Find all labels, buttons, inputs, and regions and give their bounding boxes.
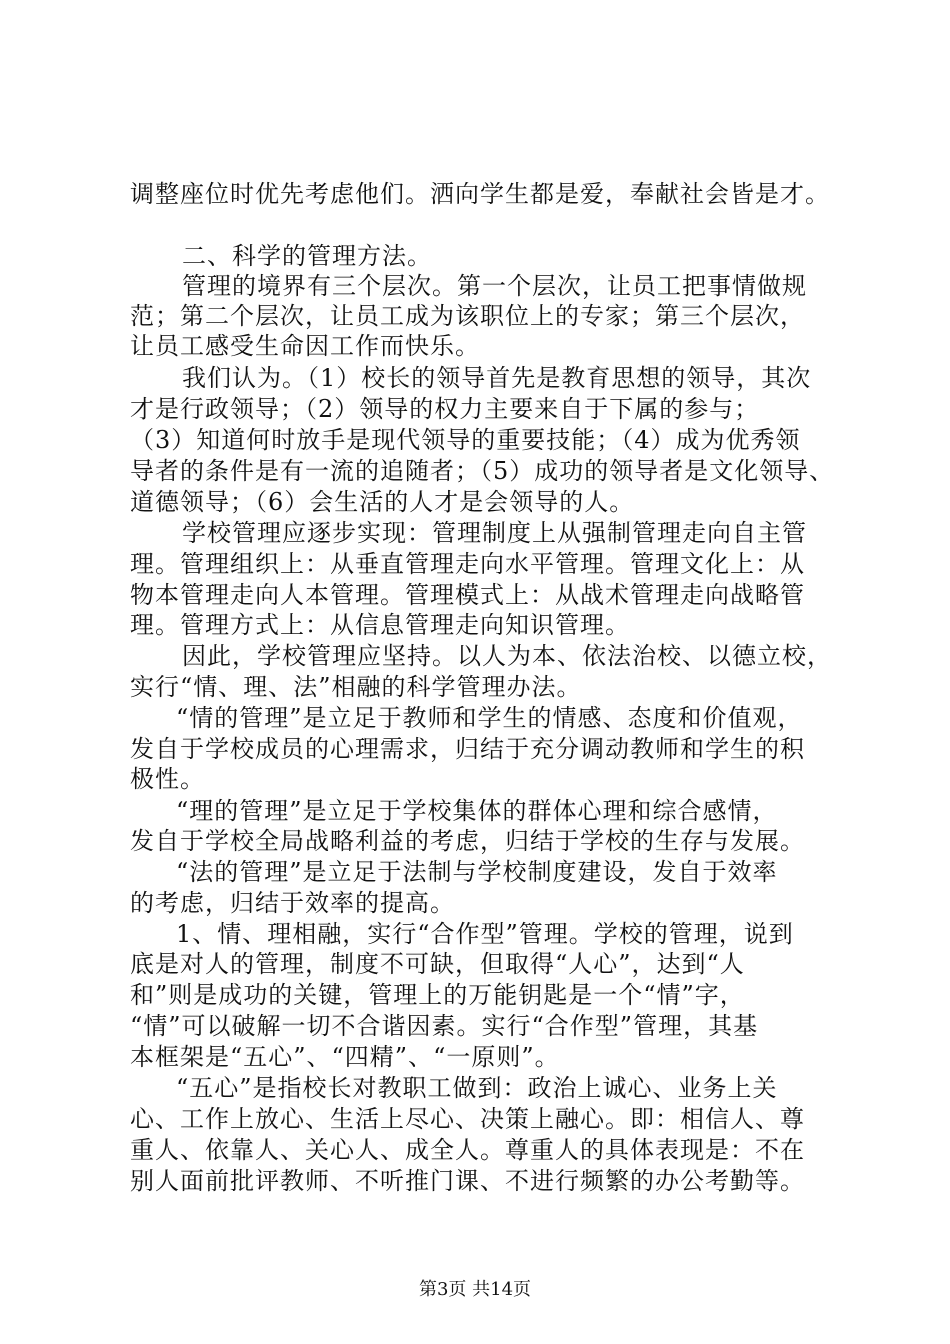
text-line: 和”则是成功的关键，管理上的万能钥匙是一个“情”字， [130, 981, 745, 1009]
text-line: 才是行政领导；（2）领导的权力主要来自于下属的参与； [130, 395, 760, 423]
text-line: 底是对人的管理，制度不可缺，但取得“人心”，达到“人 [130, 950, 745, 978]
text-line: 极性。 [130, 765, 205, 793]
text-line: 范；第二个层次，让员工成为该职位上的专家；第三个层次， [130, 302, 805, 330]
text-line: 管理的境界有三个层次。第一个层次，让员工把事情做规 [182, 272, 807, 300]
text-line: “理的管理”是立足于学校集体的群体心理和综合感情， [176, 797, 778, 825]
page-footer: 第3页 共14页 [418, 1279, 532, 1300]
text-line: “情的管理”是立足于教师和学生的情感、态度和价值观， [176, 704, 803, 732]
text-line: “法的管理”是立足于法制与学校制度建设，发自于效率 [176, 858, 778, 886]
section-heading: 二、科学的管理方法。 [182, 242, 432, 270]
text-line: “五心”是指校长对教职工做到：政治上诚心、业务上关 [176, 1074, 778, 1102]
text-line: 物本管理走向人本管理。管理模式上：从战术管理走向战略管 [130, 581, 805, 609]
text-line: 实行“情、理、法”相融的科学管理办法。 [130, 673, 582, 701]
text-line: 让员工感受生命因工作而快乐。 [130, 332, 480, 360]
text-line: 的考虑，归结于效率的提高。 [130, 889, 455, 917]
text-line: 我们认为。（1）校长的领导首先是教育思想的领导，其次 [182, 364, 812, 392]
text-line: 重人、依靠人、关心人、成全人。尊重人的具体表现是：不在 [130, 1136, 805, 1164]
text-line: 道德领导；（6）会生活的人才是会领导的人。 [130, 488, 635, 516]
text-line: 发自于学校全局战略利益的考虑，归结于学校的生存与发展。 [130, 827, 805, 855]
text-line: 理。管理组织上：从垂直管理走向水平管理。管理文化上：从 [130, 550, 805, 578]
text-line: “情”可以破解一切不合谐因素。实行“合作型”管理，其基 [130, 1012, 759, 1040]
text-line: 本框架是“五心”、“四精”、“一原则”。 [130, 1043, 560, 1071]
text-line: 导者的条件是有一流的追随者；（5）成功的领导者是文化领导、 [130, 457, 835, 485]
text-line: 调整座位时优先考虑他们。洒向学生都是爱，奉献社会皆是才。 [130, 180, 830, 208]
text-line: 理。管理方式上：从信息管理走向知识管理。 [130, 611, 630, 639]
text-line: 发自于学校成员的心理需求，归结于充分调动教师和学生的积 [130, 735, 805, 763]
text-line: 别人面前批评教师、不听推门课、不进行频繁的办公考勤等。 [130, 1167, 805, 1195]
text-line: 因此，学校管理应坚持。以人为本、依法治校、以德立校， [182, 642, 832, 670]
text-line: 学校管理应逐步实现：管理制度上从强制管理走向自主管 [182, 519, 807, 547]
text-line: 1、情、理相融，实行“合作型”管理。学校的管理，说到 [176, 920, 794, 948]
text-line: 心、工作上放心、生活上尽心、决策上融心。即：相信人、尊 [130, 1105, 805, 1133]
text-line: （3）知道何时放手是现代领导的重要技能；（4）成为优秀领 [130, 426, 801, 454]
